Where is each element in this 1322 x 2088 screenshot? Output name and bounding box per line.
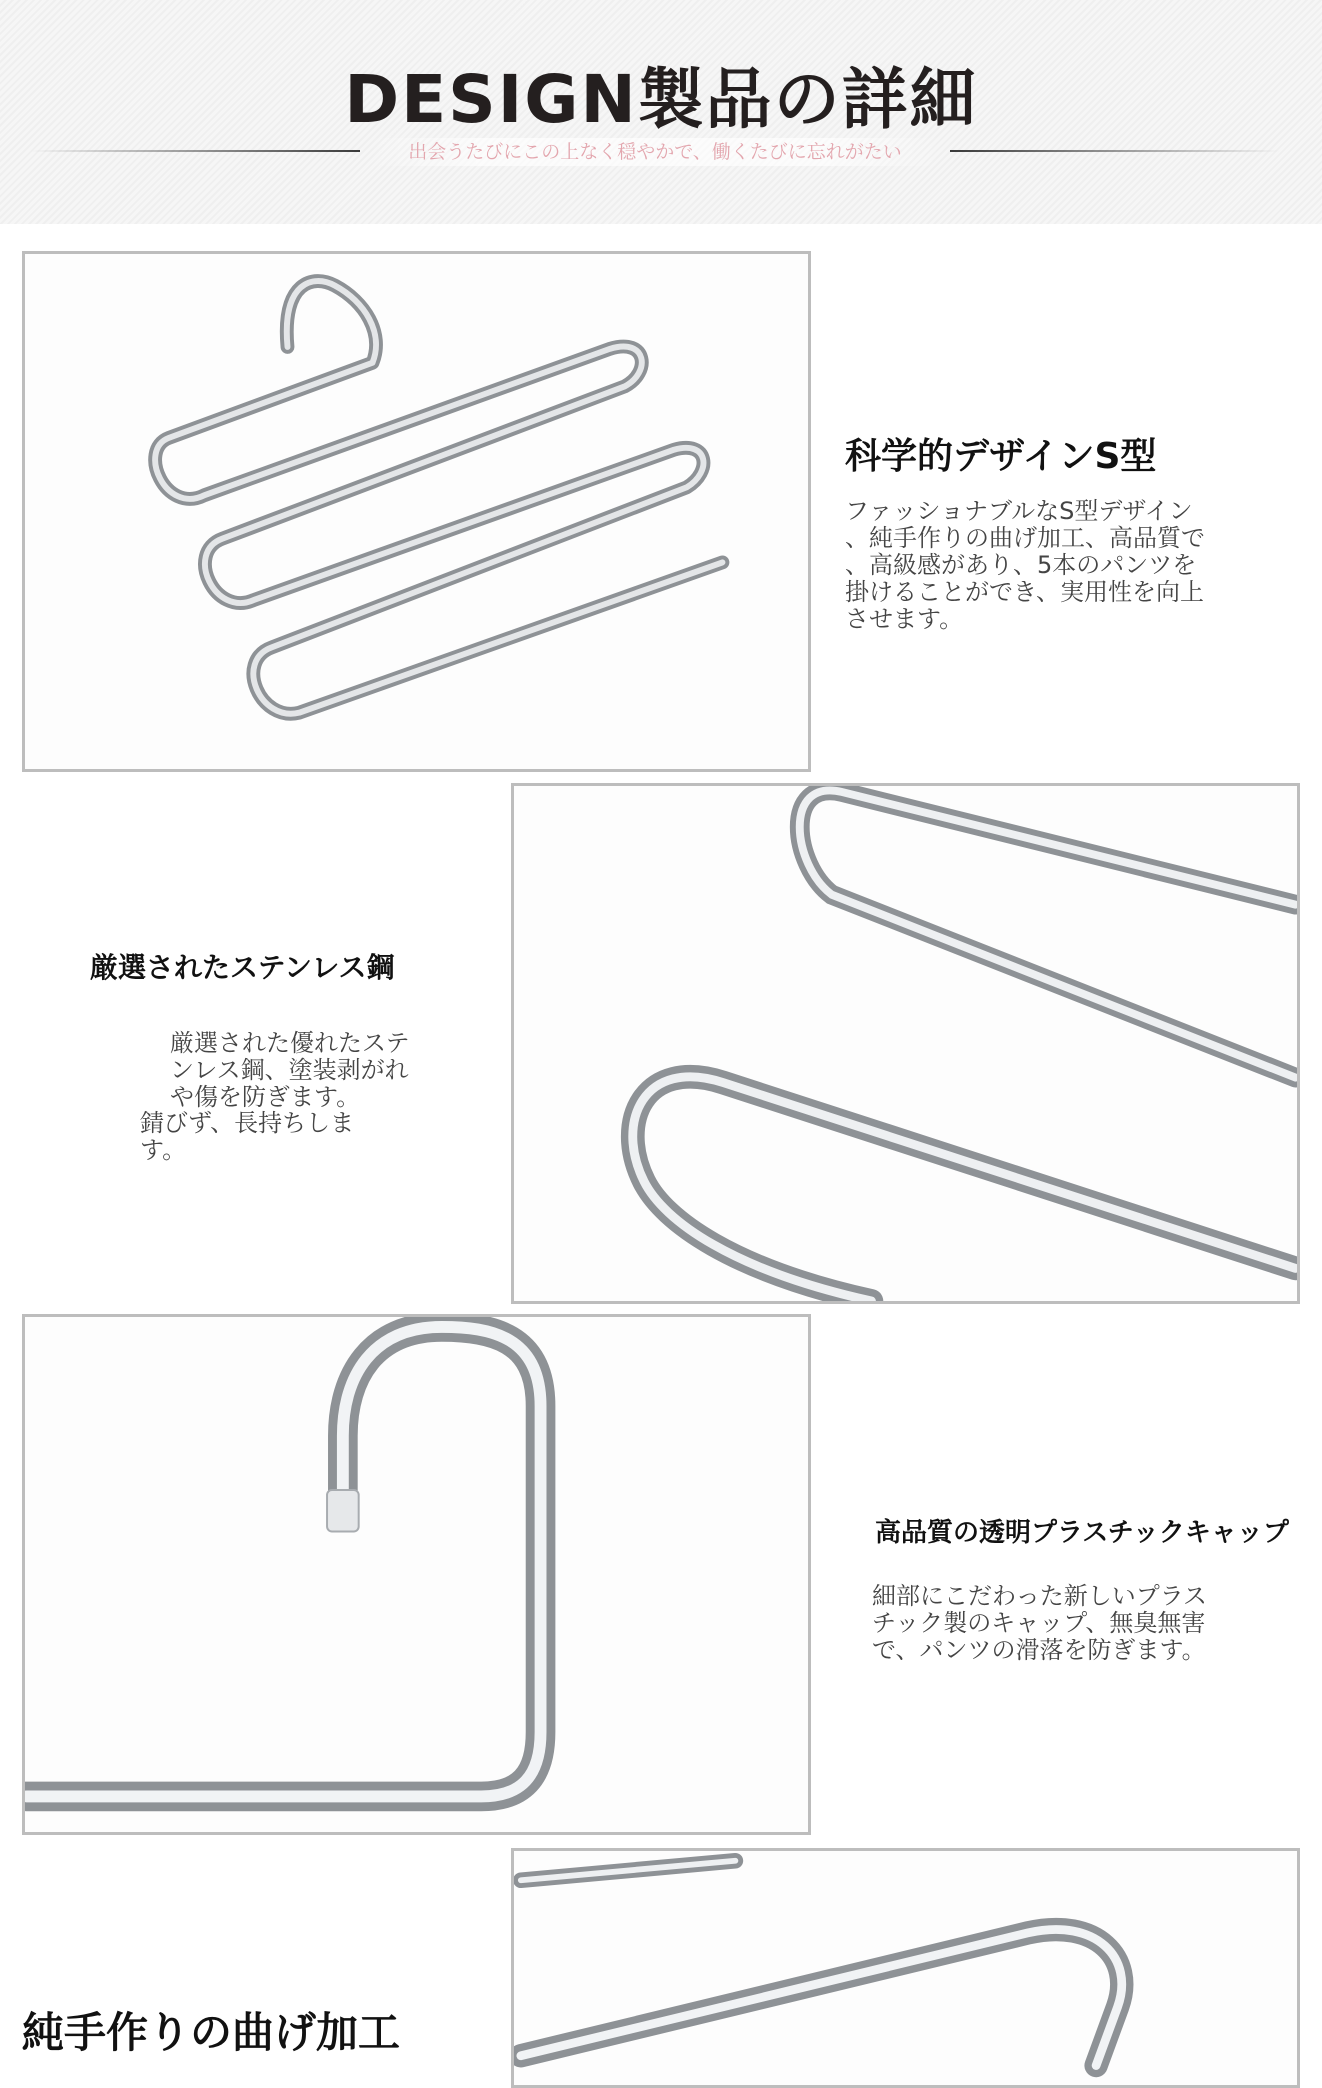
header-banner — [0, 0, 1322, 224]
feature-description-stainless-steel: 厳選された優れたステ ンレス鋼、塗装剥がれ や傷を防ぎます。 — [170, 1029, 410, 1111]
feature-title-plastic-cap: 高品質の透明プラスチックキャップ — [875, 1518, 1289, 1548]
feature-title-handmade-bending: 純手作りの曲げ加工 — [22, 2008, 401, 2057]
steel-bend-image — [514, 786, 1297, 1301]
hook-cap-image — [25, 1317, 808, 1832]
product-photo-steel-closeup — [511, 783, 1300, 1304]
feature-description-s-design: ファッショナブルなS型デザイン 、純手作りの曲げ加工、高品質で 、高級感があり、5本のパンツを 掛けることができ、実用性を向上 させます。 — [845, 497, 1205, 633]
product-photo-bend-detail — [511, 1848, 1300, 2088]
product-photo-s-hanger — [22, 251, 811, 772]
page-title: DESIGN製品の詳細 — [344, 61, 978, 138]
feature-description-stainless-steel-cont: 錆びず、長持ちしま す。 — [140, 1109, 355, 1164]
feature-title-s-design: 科学的デザインS型 — [845, 436, 1157, 477]
feature-title-stainless-steel: 厳選されたステンレス鋼 — [90, 951, 395, 984]
feature-description-plastic-cap: 細部にこだわった新しいプラス チック製のキャップ、無臭無害 で、パンツの滑落を防ぎます。 — [872, 1582, 1208, 1664]
s-hanger-image — [25, 254, 808, 769]
header-divider-right — [950, 150, 1280, 152]
bend-detail-image — [514, 1851, 1297, 2085]
product-photo-hook-cap — [22, 1314, 811, 1835]
page-subtitle: 出会うたびにこの上なく穏やかで、働くたびに忘れがたい — [368, 138, 942, 166]
header-divider-left — [30, 150, 360, 152]
plastic-cap — [327, 1490, 359, 1532]
